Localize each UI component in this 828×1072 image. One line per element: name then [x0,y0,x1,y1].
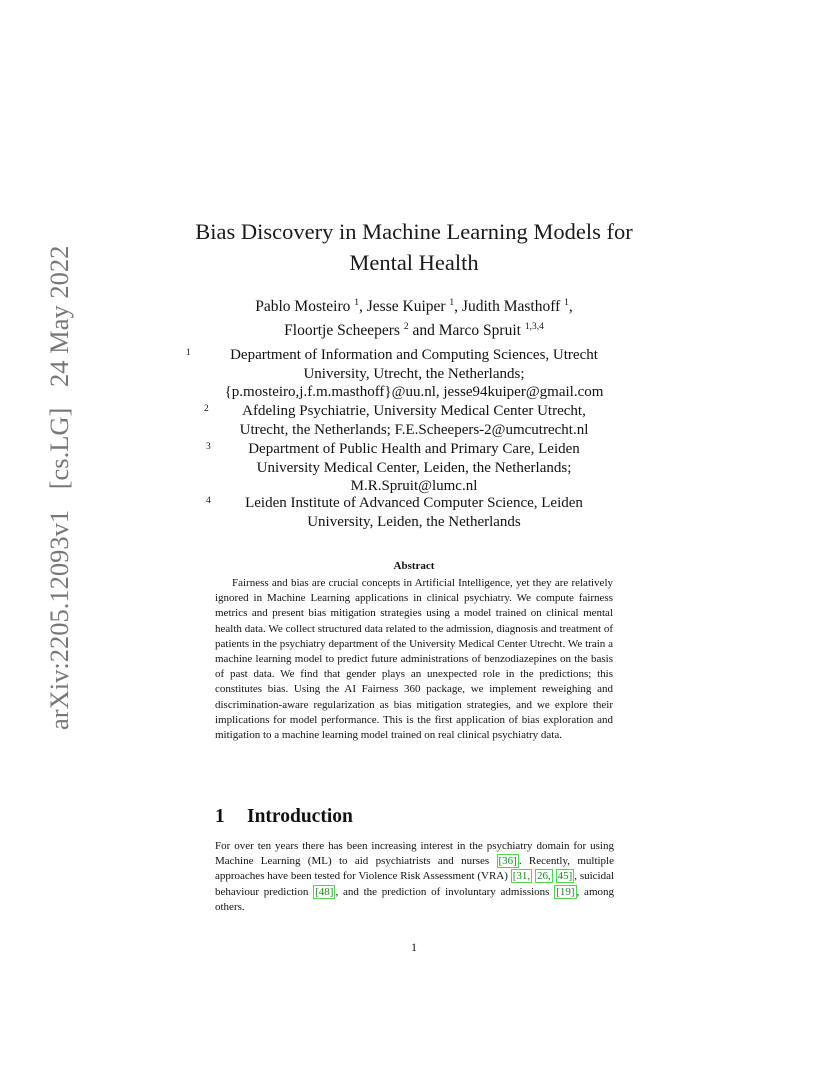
section-number: 1 [215,806,225,827]
author-affil-mark: 1,3,4 [524,322,544,333]
affiliation-1 [180,346,648,402]
title-line-1: Bias Discovery in Machine Learning Models for [195,219,633,244]
section-title: Introduction [247,806,353,827]
author-name: Floortje Scheepers [284,322,400,340]
arxiv-stamp [44,232,75,730]
affiliation-line: {p.mosteiro,j.f.m.masthoff}@uu.nl, jesse94kuiper@gmail.com [224,384,604,400]
author-name: Marco Spruit [438,322,521,340]
title-line-2: Mental Health [349,250,479,275]
citation-link[interactable]: [31, [512,870,531,883]
introduction-paragraph [215,839,614,915]
affiliation-number: 2 [204,404,209,414]
affiliation-2 [180,402,648,439]
author-line-1: Pablo Mosteiro $^1$, Jesse Kuiper $^1$, Judith Masthoff $^1$, [255,298,573,316]
affiliation-number: 4 [206,496,211,506]
author-conjunction: and [412,322,435,340]
author-line-2 [150,317,678,341]
intro-text: For over ten years there has been increasing interest in the psychiatry domain for using Machine Learning (ML) to aid psychiatrists and nurses [215,840,614,868]
author-affil-mark: 2 [403,322,409,333]
arxiv-date: 24 May 2022 [44,245,74,387]
intro-text: , suicidal behaviour prediction [215,870,615,898]
affiliation-line: Utrecht, the Netherlands; F.E.Scheepers-2@umcutrecht.nl [239,421,589,438]
intro-text: . Recently, multiple approaches have been tested for Violence Risk Assessment (VRA) [215,855,614,883]
affiliation-line: Department of Public Health and Primary Care, Leiden [248,441,580,457]
author-affil-mark: 1 [564,298,569,308]
citation-link[interactable]: [36] [498,855,517,868]
affiliation-4 [180,494,648,531]
author-name: Jesse Kuiper [366,298,446,316]
arxiv-id: arXiv:2205.12093v1 [44,509,74,730]
abstract-body: Fairness and bias are crucial concepts in Artificial Intelligence, yet they are relatively ignored in Machine Learning applications in clinical psychiatry. We compute fairness metrics and present bias mitigation strategies using a model trained on clinical mental health data. We collect structured data related to the admission, diagnosis and treatment of patients in the psychiatry department of the University Medical Center Utrecht. We train a machine learning model to predict future administrations of benzodiazepines on the basis of past data. We find that gender plays an unexpected role in the predictions; this constitutes bias. Using the AI Fairness 360 package, we implement reweighing and discrimination-aware regularization as bias mitigation strategies, and we explore their implications for model performance. This is the first application of bias exploration and mitigation to a machine learning model trained on real clinical psychiatry data. [215,577,613,742]
arxiv-category: [cs.LG] [44,407,74,490]
affiliation-line: Afdeling Psychiatrie, University Medical Center Utrecht, [242,403,586,419]
citation-link[interactable]: [19] [556,885,575,898]
author-affil-mark: 1 [449,298,455,308]
author-name: Judith Masthoff [461,298,561,316]
intro-text: , and the prediction of involuntary admissions [335,885,550,898]
affiliation-line: University Medical Center, Leiden, the Netherlands; [256,459,572,476]
section-heading [215,806,353,828]
author-list [150,293,678,341]
author-affil-mark: 1 [354,298,360,308]
abstract-heading: Abstract [393,560,435,572]
affiliation-3 [180,440,648,496]
affiliation-line: M.R.Spruit@lumc.nl [350,478,478,494]
affiliation-line: University, Utrecht, the Netherlands; [303,365,525,382]
intro-text: , among others. [215,885,614,913]
author-name: Pablo Mosteiro [255,298,351,316]
affiliation-number: 3 [206,442,211,452]
citation-link[interactable]: 26, [537,870,551,883]
affiliation-line: Leiden Institute of Advanced Computer Science, Leiden [245,495,583,511]
citation-link[interactable]: [48] [315,885,334,898]
page-number: 1 [411,940,417,954]
affiliation-line: Department of Information and Computing Sciences, Utrecht [230,347,598,363]
affiliation-line: University, Leiden, the Netherlands [307,513,521,530]
paper-title [150,216,678,278]
citation-link[interactable]: 45] [557,870,573,883]
affiliation-number: 1 [186,348,191,358]
